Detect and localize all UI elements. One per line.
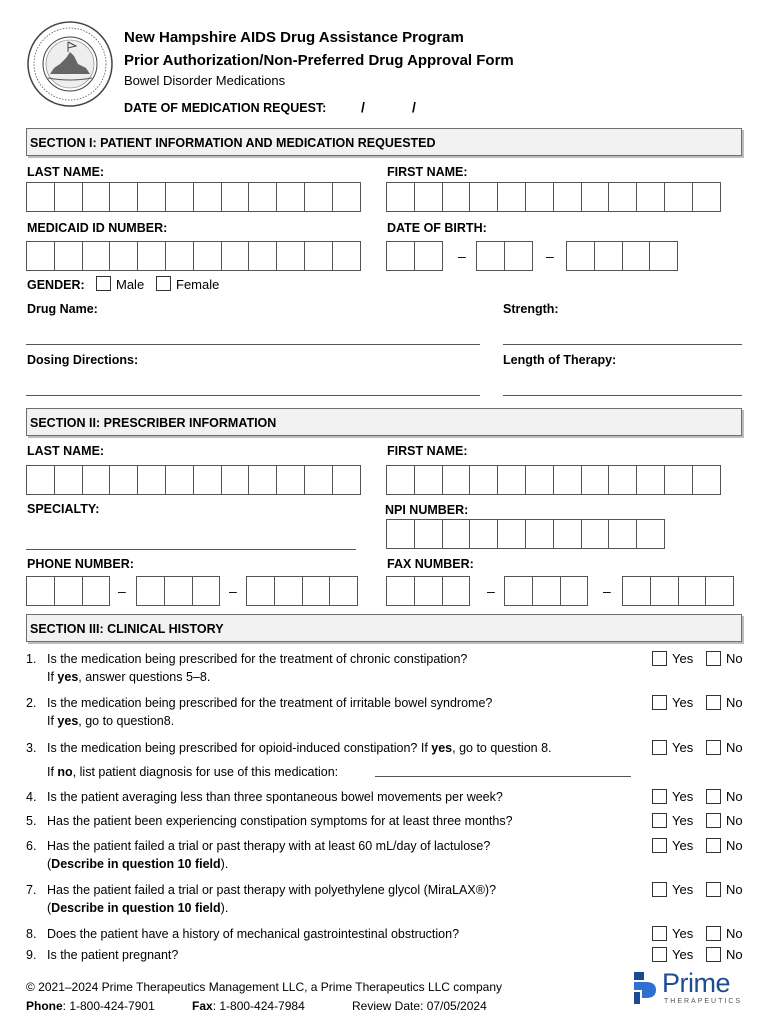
input-box[interactable] xyxy=(650,576,679,606)
input-box[interactable] xyxy=(332,241,361,271)
patient-last-name-label: LAST NAME: xyxy=(27,165,105,179)
specialty-line[interactable] xyxy=(26,549,356,550)
footer-fax: Fax: 1-800-424-7984 xyxy=(192,999,305,1013)
dob-month-boxes[interactable] xyxy=(386,241,442,271)
input-box[interactable] xyxy=(622,576,651,606)
gender-label: GENDER: xyxy=(27,278,85,292)
footer-phone: Phone: 1-800-424-7901 xyxy=(26,999,155,1013)
input-box[interactable] xyxy=(329,576,358,606)
fax-label: FAX NUMBER: xyxy=(387,557,474,571)
dob-day-boxes[interactable] xyxy=(476,241,532,271)
input-box[interactable] xyxy=(532,576,561,606)
q1-no-label: No xyxy=(726,651,743,666)
prime-logo xyxy=(632,970,744,1008)
gender-female-label: Female xyxy=(176,277,220,292)
phone-dash: – xyxy=(118,583,126,599)
input-box[interactable] xyxy=(442,182,471,212)
date-separator: / xyxy=(412,99,416,115)
strength-line[interactable] xyxy=(503,344,742,345)
input-box[interactable] xyxy=(386,241,415,271)
input-box[interactable] xyxy=(192,576,221,606)
input-box[interactable] xyxy=(386,182,415,212)
q9-no-checkbox[interactable] xyxy=(706,947,721,962)
section-1-title: SECTION I: PATIENT INFORMATION AND MEDICATION REQUESTED xyxy=(30,136,436,150)
state-seal-icon xyxy=(26,20,114,108)
input-box[interactable] xyxy=(165,241,194,271)
date-separator: / xyxy=(361,99,365,115)
q2-no-checkbox[interactable] xyxy=(706,695,721,710)
form-subtitle: Bowel Disorder Medications xyxy=(124,73,286,88)
phone-dash: – xyxy=(229,583,237,599)
input-box[interactable] xyxy=(386,465,415,495)
specialty-label: SPECIALTY: xyxy=(27,502,100,516)
input-box[interactable] xyxy=(636,519,665,549)
input-box[interactable] xyxy=(581,465,610,495)
npi-label: NPI NUMBER: xyxy=(385,503,469,517)
dob-dash: – xyxy=(546,248,554,264)
section-3-title: SECTION III: CLINICAL HISTORY xyxy=(30,622,224,636)
input-box[interactable] xyxy=(649,241,678,271)
input-box[interactable] xyxy=(82,465,111,495)
q7-no-checkbox[interactable] xyxy=(706,882,721,897)
input-box[interactable] xyxy=(442,576,471,606)
input-box[interactable] xyxy=(608,465,637,495)
input-box[interactable] xyxy=(497,519,526,549)
prescriber-last-name-boxes[interactable] xyxy=(26,465,360,495)
input-box[interactable] xyxy=(504,241,533,271)
fax-line-boxes[interactable] xyxy=(622,576,733,606)
input-box[interactable] xyxy=(248,465,277,495)
input-box[interactable] xyxy=(165,465,194,495)
q5-yes-checkbox[interactable] xyxy=(652,813,667,828)
phone-label: PHONE NUMBER: xyxy=(27,557,134,571)
section-2-title: SECTION II: PRESCRIBER INFORMATION xyxy=(30,416,277,430)
length-therapy-label: Length of Therapy: xyxy=(503,353,617,367)
input-box[interactable] xyxy=(304,465,333,495)
input-box[interactable] xyxy=(54,576,83,606)
input-box[interactable] xyxy=(469,465,498,495)
patient-first-name-label: FIRST NAME: xyxy=(387,165,468,179)
fax-dash: – xyxy=(487,583,495,599)
input-box[interactable] xyxy=(581,519,610,549)
phone-line-boxes[interactable] xyxy=(246,576,357,606)
input-box[interactable] xyxy=(664,465,693,495)
input-box[interactable] xyxy=(594,241,623,271)
q1-yes-label: Yes xyxy=(672,651,694,666)
medicaid-id-label: MEDICAID ID NUMBER: xyxy=(27,221,168,235)
q9-yes-label: Yes xyxy=(672,947,694,962)
form-title-line1: New Hampshire AIDS Drug Assistance Program xyxy=(124,29,464,46)
q4-no-label: No xyxy=(726,789,743,804)
input-box[interactable] xyxy=(246,576,275,606)
q2-no-label: No xyxy=(726,695,743,710)
input-box[interactable] xyxy=(248,241,277,271)
q5-yes-label: Yes xyxy=(672,813,694,828)
q1-no-checkbox[interactable] xyxy=(706,651,721,666)
input-box[interactable] xyxy=(414,519,443,549)
input-box[interactable] xyxy=(622,241,651,271)
medicaid-id-boxes[interactable] xyxy=(26,241,360,271)
copyright-text: © 2021–2024 Prime Therapeutics Management LLC, a Prime Therapeutics LLC company xyxy=(26,980,502,994)
input-box[interactable] xyxy=(276,182,305,212)
question-4: 4. Is the patient averaging less than three spontaneous bowel movements per week? xyxy=(26,790,503,804)
section-3-header xyxy=(26,614,742,642)
input-box[interactable] xyxy=(705,576,734,606)
patient-last-name-boxes[interactable] xyxy=(26,182,360,212)
q7-yes-label: Yes xyxy=(672,882,694,897)
prime-logo-subtext: THERAPEUTICS xyxy=(664,998,743,1005)
diagnosis-line[interactable] xyxy=(375,776,631,777)
input-box[interactable] xyxy=(193,465,222,495)
input-box[interactable] xyxy=(386,576,415,606)
input-box[interactable] xyxy=(581,182,610,212)
q8-no-label: No xyxy=(726,926,743,941)
input-box[interactable] xyxy=(109,241,138,271)
input-box[interactable] xyxy=(553,519,582,549)
input-box[interactable] xyxy=(504,576,533,606)
input-box[interactable] xyxy=(469,519,498,549)
input-box[interactable] xyxy=(54,182,83,212)
form-title-line2: Prior Authorization/Non-Preferred Drug Approval Form xyxy=(124,52,514,69)
input-box[interactable] xyxy=(109,465,138,495)
q4-no-checkbox[interactable] xyxy=(706,789,721,804)
q6-yes-label: Yes xyxy=(672,838,694,853)
prescriber-last-name-label: LAST NAME: xyxy=(27,444,105,458)
input-box[interactable] xyxy=(442,519,471,549)
input-box[interactable] xyxy=(525,182,554,212)
q6-no-label: No xyxy=(726,838,743,853)
fax-dash: – xyxy=(603,583,611,599)
q3-yes-checkbox[interactable] xyxy=(652,740,667,755)
q8-yes-checkbox[interactable] xyxy=(652,926,667,941)
input-box[interactable] xyxy=(137,241,166,271)
input-box[interactable] xyxy=(608,519,637,549)
input-box[interactable] xyxy=(497,182,526,212)
q6-yes-checkbox[interactable] xyxy=(652,838,667,853)
input-box[interactable] xyxy=(26,576,55,606)
date-request-label: DATE OF MEDICATION REQUEST: xyxy=(124,101,327,115)
question-8: 8. Does the patient have a history of mechanical gastrointestinal obstruction? xyxy=(26,927,460,941)
review-date: Review Date: 07/05/2024 xyxy=(352,999,487,1013)
drug-name-line[interactable] xyxy=(26,344,480,345)
input-box[interactable] xyxy=(678,576,707,606)
input-box[interactable] xyxy=(137,465,166,495)
input-box[interactable] xyxy=(525,519,554,549)
q8-yes-label: Yes xyxy=(672,926,694,941)
input-box[interactable] xyxy=(332,465,361,495)
question-3: 3. Is the medication being prescribed for opioid-induced constipation? If yes, go to question 8. xyxy=(26,741,552,755)
input-box[interactable] xyxy=(302,576,331,606)
q5-no-checkbox[interactable] xyxy=(706,813,721,828)
input-box[interactable] xyxy=(276,465,305,495)
dosing-label: Dosing Directions: xyxy=(27,353,139,367)
q6-no-checkbox[interactable] xyxy=(706,838,721,853)
input-box[interactable] xyxy=(386,519,415,549)
input-box[interactable] xyxy=(414,241,443,271)
input-box[interactable] xyxy=(54,241,83,271)
prescriber-first-name-boxes[interactable] xyxy=(386,465,720,495)
section-2-header xyxy=(26,408,742,436)
q3-yes-label: Yes xyxy=(672,740,694,755)
q1-yes-checkbox[interactable] xyxy=(652,651,667,666)
q8-no-checkbox[interactable] xyxy=(706,926,721,941)
input-box[interactable] xyxy=(332,182,361,212)
input-box[interactable] xyxy=(566,241,595,271)
question-1: 1. Is the medication being prescribed for the treatment of chronic constipation? If yes, answer questions 5–8. xyxy=(26,652,468,684)
dob-dash: – xyxy=(458,248,466,264)
input-box[interactable] xyxy=(497,465,526,495)
q2-yes-label: Yes xyxy=(672,695,694,710)
gender-male-label: Male xyxy=(116,277,145,292)
input-box[interactable] xyxy=(193,182,222,212)
q9-yes-checkbox[interactable] xyxy=(652,947,667,962)
question-2: 2. Is the medication being prescribed for the treatment of irritable bowel syndrome? If yes, go to question8. xyxy=(26,696,493,728)
q7-no-label: No xyxy=(726,882,743,897)
input-box[interactable] xyxy=(304,241,333,271)
input-box[interactable] xyxy=(26,241,55,271)
prime-logo-icon xyxy=(632,970,658,1006)
q7-yes-checkbox[interactable] xyxy=(652,882,667,897)
question-6: 6. Has the patient failed a trial or past therapy with at least 60 mL/day of lactulose? (Describe in question 10 field). xyxy=(26,839,491,871)
q5-no-label: No xyxy=(726,813,743,828)
input-box[interactable] xyxy=(82,182,111,212)
input-box[interactable] xyxy=(608,182,637,212)
input-box[interactable] xyxy=(136,576,165,606)
input-box[interactable] xyxy=(304,182,333,212)
question-3-sub: If no, list patient diagnosis for use of this medication: xyxy=(47,765,339,779)
input-box[interactable] xyxy=(469,182,498,212)
input-box[interactable] xyxy=(82,576,111,606)
length-therapy-line[interactable] xyxy=(503,395,742,396)
dob-year-boxes[interactable] xyxy=(566,241,677,271)
input-box[interactable] xyxy=(221,241,250,271)
input-box[interactable] xyxy=(664,182,693,212)
input-box[interactable] xyxy=(26,182,55,212)
input-box[interactable] xyxy=(414,465,443,495)
question-5: 5. Has the patient been experiencing constipation symptoms for at least three months? xyxy=(26,814,513,828)
input-box[interactable] xyxy=(553,465,582,495)
input-box[interactable] xyxy=(692,465,721,495)
input-box[interactable] xyxy=(476,241,505,271)
input-box[interactable] xyxy=(26,465,55,495)
gender-male-checkbox[interactable] xyxy=(96,276,111,291)
input-box[interactable] xyxy=(248,182,277,212)
input-box[interactable] xyxy=(553,182,582,212)
drug-name-label: Drug Name: xyxy=(27,302,98,316)
q2-yes-checkbox[interactable] xyxy=(652,695,667,710)
input-box[interactable] xyxy=(560,576,589,606)
q3-no-checkbox[interactable] xyxy=(706,740,721,755)
input-box[interactable] xyxy=(54,465,83,495)
q4-yes-label: Yes xyxy=(672,789,694,804)
npi-boxes[interactable] xyxy=(386,519,664,549)
prime-logo-text: Prime xyxy=(662,968,731,998)
dob-label: DATE OF BIRTH: xyxy=(387,221,487,235)
input-box[interactable] xyxy=(276,241,305,271)
question-7: 7. Has the patient failed a trial or past therapy with polyethylene glycol (MiraLAX®)? (Describe in question 10 field). xyxy=(26,883,497,915)
input-box[interactable] xyxy=(164,576,193,606)
q4-yes-checkbox[interactable] xyxy=(652,789,667,804)
patient-first-name-boxes[interactable] xyxy=(386,182,720,212)
input-box[interactable] xyxy=(109,182,138,212)
prescriber-first-name-label: FIRST NAME: xyxy=(387,444,468,458)
strength-label: Strength: xyxy=(503,302,559,316)
input-box[interactable] xyxy=(414,576,443,606)
input-box[interactable] xyxy=(193,241,222,271)
q9-no-label: No xyxy=(726,947,743,962)
dosing-line[interactable] xyxy=(26,395,480,396)
input-box[interactable] xyxy=(692,182,721,212)
input-box[interactable] xyxy=(525,465,554,495)
phone-prefix-boxes[interactable] xyxy=(136,576,219,606)
input-box[interactable] xyxy=(221,182,250,212)
input-box[interactable] xyxy=(442,465,471,495)
input-box[interactable] xyxy=(414,182,443,212)
fax-prefix-boxes[interactable] xyxy=(504,576,587,606)
input-box[interactable] xyxy=(221,465,250,495)
input-box[interactable] xyxy=(636,182,665,212)
input-box[interactable] xyxy=(274,576,303,606)
input-box[interactable] xyxy=(137,182,166,212)
input-box[interactable] xyxy=(165,182,194,212)
input-box[interactable] xyxy=(636,465,665,495)
fax-area-boxes[interactable] xyxy=(386,576,469,606)
question-9: 9. Is the patient pregnant? xyxy=(26,948,179,962)
phone-area-boxes[interactable] xyxy=(26,576,109,606)
section-1-header xyxy=(26,128,742,156)
q3-no-label: No xyxy=(726,740,743,755)
input-box[interactable] xyxy=(82,241,111,271)
gender-female-checkbox[interactable] xyxy=(156,276,171,291)
